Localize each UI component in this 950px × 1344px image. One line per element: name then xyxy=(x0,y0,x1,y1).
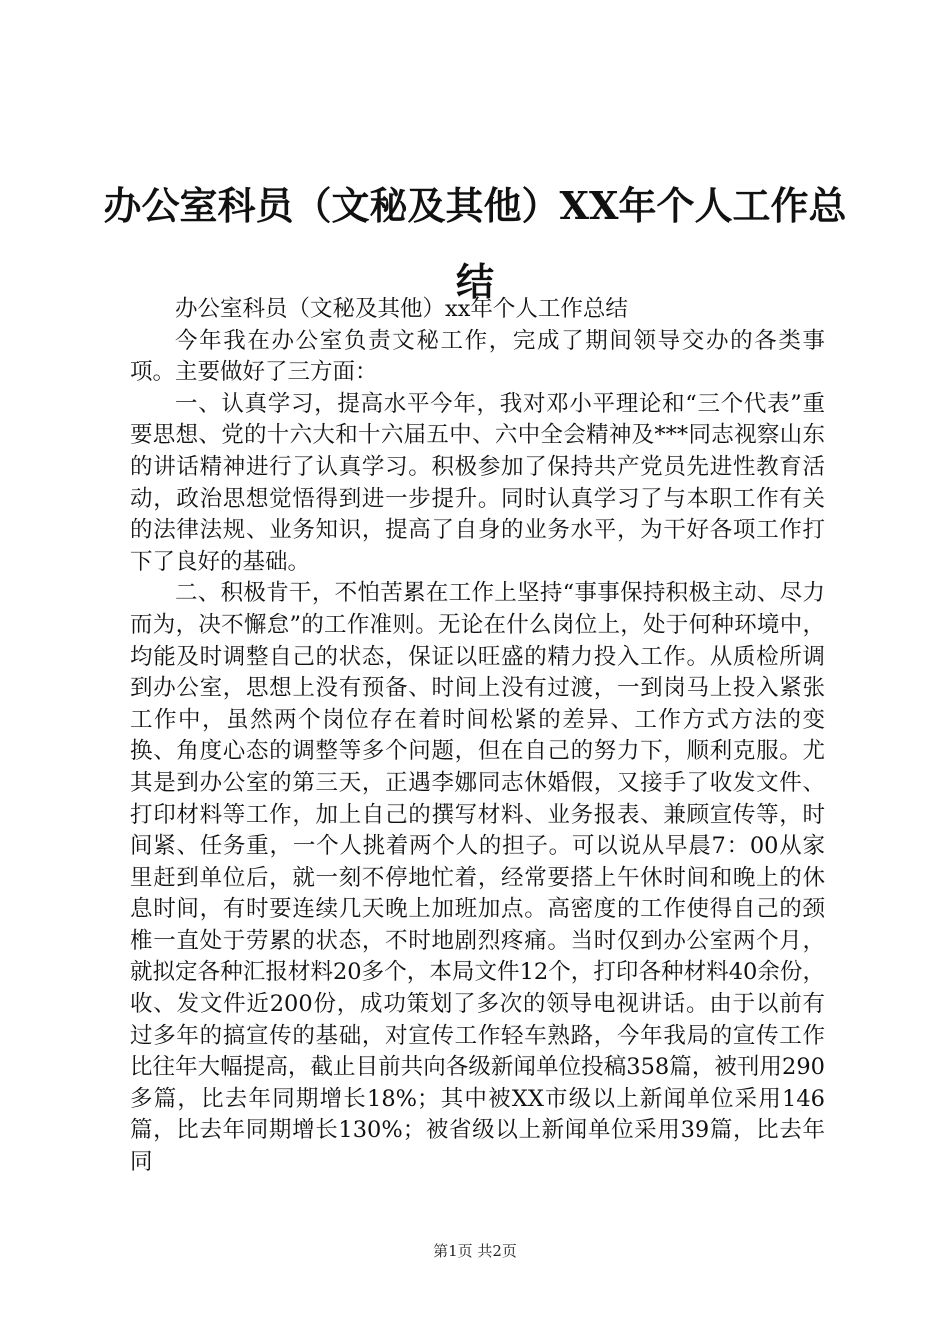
page-footer: 第1页 共2页 xyxy=(433,1242,517,1260)
title-line-1: 办公室科员（文秘及其他）XX年个人工作总 xyxy=(103,183,847,228)
paragraph-section-1: 一、认真学习，提高水平今年，我对邓小平理论和“三个代表”重要思想、党的十六大和十六届五中、六中全会精神及***同志视察山东的讲话精神进行了认真学习。积极参加了保持共产党员先进性教育活动，政治思想觉悟得到进一步提升。同时认真学习了与本职工作有关的法律法规、业务知识，提高了自身的业务水平，为干好各项工作打下了良好的基础。 xyxy=(130,390,825,575)
paragraph-subtitle: 办公室科员（文秘及其他）xx年个人工作总结 xyxy=(175,296,628,322)
title-line-2: 结 xyxy=(455,259,494,304)
paragraph-intro: 今年我在办公室负责文秘工作，完成了期间领导交办的各类事项。主要做好了三方面： xyxy=(130,327,825,386)
document-body xyxy=(130,294,825,1179)
paragraph-section-2: 二、积极肯干，不怕苦累在工作上坚持“事事保持积极主动、尽力而为，决不懈怠”的工作准则。无论在什么岗位上，处于何种环境中，均能及时调整自己的状态，保证以旺盛的精力投入工作。从质检所调到办公室，思想上没有预备、时间上没有过渡，一到岗马上投入紧张工作中，虽然两个岗位存在着时间松紧的差异、工作方式方法的变换、角度心态的调整等多个问题，但在自己的努力下，顺利克服。尤其是到办公室的第三天，正遇李娜同志休婚假，又接手了收发文件、打印材料等工作，加上自己的撰写材料、业务报表、兼顾宣传等，时间紧、任务重，一个人挑着两个人的担子。可以说从早晨7：00从家里赶到单位后，就一刻不停地忙着，经常要搭上午休时间和晚上的休息时间，有时要连续几天晚上加班加点。高密度的工作使得自己的颈椎一直处于劳累的状态，不时地剧烈疼痛。当时仅到办公室两个月，就拟定各种汇报材料20多个，本局文件12个，打印各种材料40余份，收、发文件近200份，成功策划了多次的领导电视讲话。由于以前有过多年的搞宣传的基础，对宣传工作轻车熟路，今年我局的宣传工作比往年大幅提高，截止目前共向各级新闻单位投稿358篇，被刊用290多篇，比去年同期增长18%；其中被XX市级以上新闻单位采用146篇，比去年同期增长130%；被省级以上新闻单位采用39篇，比去年同 xyxy=(130,580,825,1176)
